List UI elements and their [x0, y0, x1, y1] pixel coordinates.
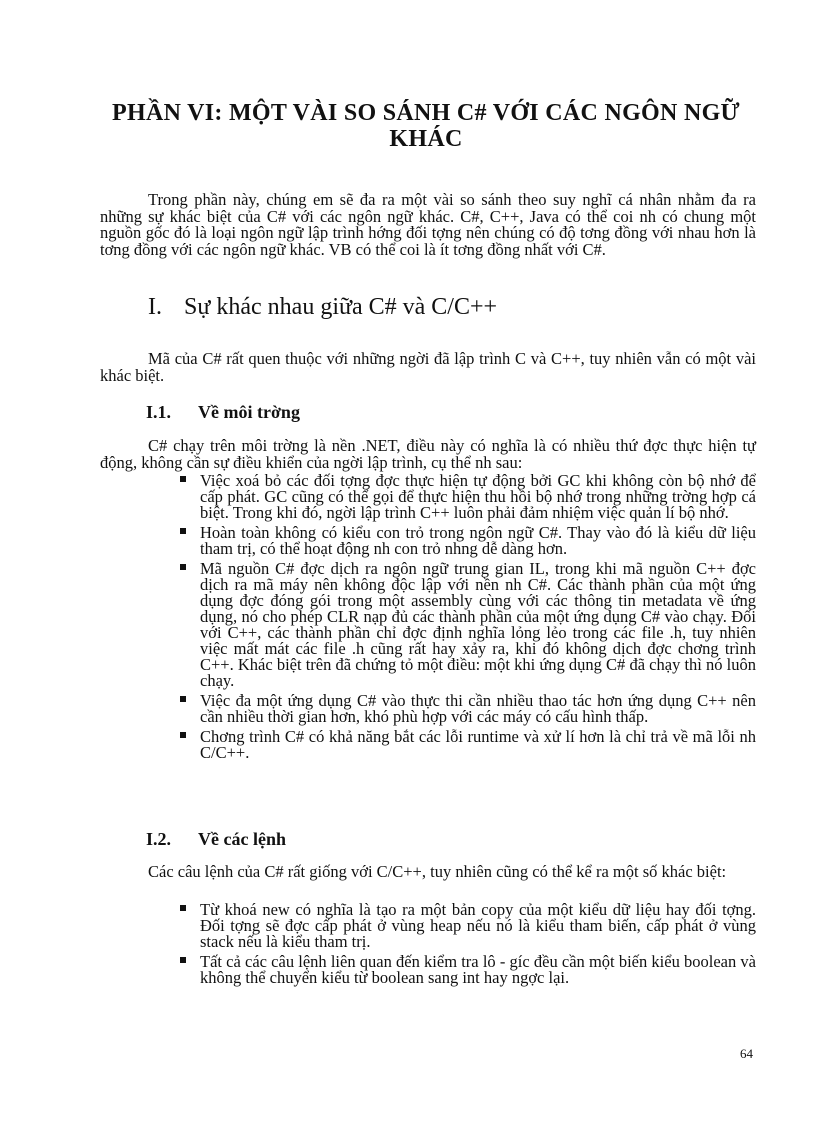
section-intro-paragraph: Mã của C# rất quen thuộc với những ngời đã lập trình C và C++, tuy nhiên vẫn có một vài khác biệt. — [100, 349, 756, 385]
bullet-list-2 — [200, 902, 756, 990]
section-title: Sự khác nhau giữa C# và C/C++ — [184, 294, 498, 320]
subsection-intro-1: C# chạy trên môi trờng là nền .NET, điều này có nghĩa là có nhiều thứ đợc thực hiện tự động, không cần sự điều khiển của ngời lập trình, cụ thể nh sau: — [100, 436, 756, 472]
subsection-title-1: Về môi trờng — [198, 402, 300, 422]
subsection-number-2: I.2. — [146, 829, 172, 849]
list-item-text: Tất cả các câu lệnh liên quan đến kiểm tra lô - gíc đều cần một biến kiểu boolean và không thể chuyển kiểu từ boolean sang int hay ngợc lại. — [200, 952, 756, 987]
chapter-title-line2: KHÁC — [389, 126, 463, 152]
chapter-title-line1: PHẦN VI: MỘT VÀI SO SÁNH C# VỚI CÁC NGÔN NGỮ — [112, 100, 740, 126]
bullet-square-icon — [180, 696, 186, 702]
bullet-square-icon — [180, 528, 186, 534]
subsection-heading-1 — [146, 402, 300, 422]
list-item-text: Việc xoá bỏ các đối tợng đợc thực hiện tự động bởi GC khi không còn bộ nhớ để cấp phát. GC cũng có thể gọi để thực hiện thu hồi bộ nhớ trong những trờng hợp cá biệt. Trong khi đó, ngời lập trình C++ luôn phải đảm nhiệm việc quản lí bộ nhớ. — [200, 471, 756, 522]
subsection-intro-2: Các câu lệnh của C# rất giống với C/C++, tuy nhiên cũng có thể kể ra một số khác biệt: — [148, 862, 727, 881]
list-item-text: Từ khoá new có nghĩa là tạo ra một bản copy của một kiểu dữ liệu hay đối tợng. Đối tợng sẽ đợc cấp phát ở vùng heap nếu nó là kiểu tham biến, cấp phát ở vùng stack nếu là kiểu tham trị. — [200, 900, 756, 951]
subsection-number-1: I.1. — [146, 402, 172, 422]
list-item-text: Việc đa một ứng dụng C# vào thực thi cần nhiều thao tác hơn ứng dụng C++ nên cần nhiều thời gian hơn, khó phù hợp với các máy có cấu hình thấp. — [200, 691, 756, 726]
bullet-list-1 — [200, 473, 756, 765]
list-item — [200, 693, 756, 725]
list-item — [200, 954, 756, 986]
chapter-title — [96, 100, 756, 152]
subsection-title-2: Về các lệnh — [198, 829, 286, 849]
page-number: 64 — [740, 1046, 753, 1061]
intro-paragraph: Trong phần này, chúng em sẽ đa ra một vài so sánh theo suy nghĩ cá nhân nhằm đa ra những sự khác biệt của C# với các ngôn ngữ khác. C#, C++, Java có thể coi nh có chung một nguồn gốc đó là loại ngôn ngữ lập trình hớng đối tợng nên chúng có độ tơng đồng với nhau hơn là tơng đồng với các ngôn ngữ khác. VB có thể coi là ít tơng đồng nhất với C#. — [100, 190, 756, 259]
bullet-square-icon — [180, 905, 186, 911]
list-item — [200, 561, 756, 689]
list-item-text: Chơng trình C# có khả năng bắt các lỗi runtime và xử lí hơn là chỉ trả về mã lỗi nh C/C++. — [200, 727, 756, 762]
section-number: I. — [148, 294, 162, 320]
list-item — [200, 902, 756, 950]
list-item — [200, 525, 756, 557]
list-item — [200, 729, 756, 761]
section-heading — [148, 293, 497, 321]
bullet-square-icon — [180, 476, 186, 482]
bullet-square-icon — [180, 564, 186, 570]
list-item-text: Mã nguồn C# đợc dịch ra ngôn ngữ trung gian IL, trong khi mã nguồn C++ đợc dịch ra mã máy nên không độc lập với nền nh C#. Các thành phần của một ứng dụng đợc đóng gói trong một assembly cùng với các thông tin metadata về ứng dụng, nó cho phép CLR nạp đủ các thành phần của một ứng dụng C# vào chạy. Đối với C++, các thành phần chỉ đợc định nghĩa lỏng lẻo trong các file .h, tuy nhiên việc mất mát các file .h cũng rất hay xảy ra, khi đó không dịch đợc chơng trình C++. Khác biệt trên đã chứng tỏ một điều: một khi ứng dụng C# đã chạy thì nó luôn chạy. — [200, 559, 756, 690]
bullet-square-icon — [180, 732, 186, 738]
list-item — [200, 473, 756, 521]
list-item-text: Hoàn toàn không có kiểu con trỏ trong ngôn ngữ C#. Thay vào đó là kiểu dữ liệu tham trị, có thể hoạt động nh con trỏ nhng dễ dàng hơn. — [200, 523, 756, 558]
subsection-heading-2 — [146, 829, 286, 849]
bullet-square-icon — [180, 957, 186, 963]
